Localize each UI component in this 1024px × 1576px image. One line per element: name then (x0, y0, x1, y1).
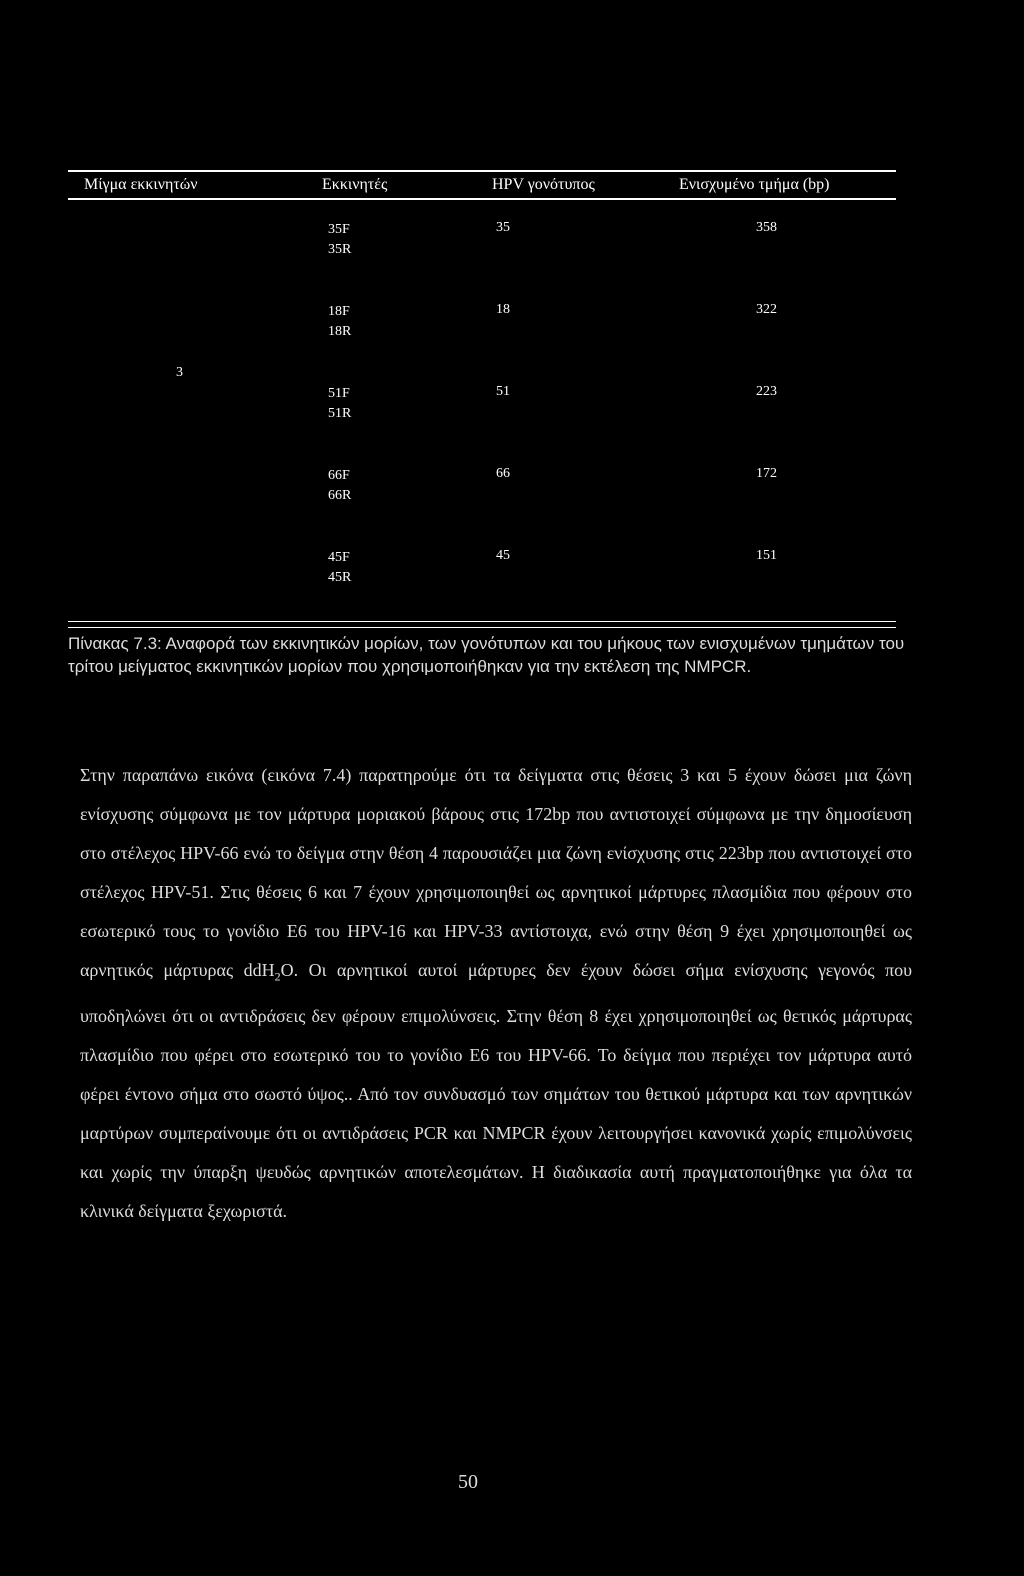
table-body (68, 200, 896, 600)
table-row (68, 302, 896, 342)
bp-cell: 172 (756, 466, 777, 481)
table-row (68, 548, 896, 588)
subscript: 2 (274, 969, 281, 984)
primer-pair: 45F 45R (328, 550, 352, 585)
primer-table (68, 170, 896, 600)
table-bottom-rule-2 (68, 627, 896, 628)
primer-pair: 51F 51R (328, 386, 352, 421)
primer-pair: 35F 35R (328, 222, 352, 257)
paragraph-part-1: Στην παραπάνω εικόνα (εικόνα 7.4) παρατηρούμε ότι τα δείγματα στις θέσεις 3 και 5 έχουν δώσει μια ζώνη ενίσχυσης σύμφωνα με τον μάρτυρα μοριακού βάρους στις 172bp που αντιστοιχεί σύμφωνα με την δημοσίευση στο στέλεχος HPV-66 ενώ το δείγμα στην θέση 4 παρουσιάζει μια ζώνη ενίσχυσης στις 223bp που αντιστοιχεί στο στέλεχος HPV-51. Στις θέσεις 6 και 7 έχουν χρησιμοποιηθεί ως αρνητικοί μάρτυρες πλασμίδια που φέρουν στο εσωτερικό τους το γονίδιο E6 του HPV-16 και HPV-33 αντίστοιχα, ενώ στην θέση 9 έχει χρησιμοποιηθεί ως αρνητικός μάρτυρας ddH (80, 765, 912, 980)
bp-cell: 322 (756, 302, 777, 317)
header-mix: Μίγμα εκκινητών (84, 176, 198, 193)
table-caption: Πίνακας 7.3: Αναφορά των εκκινητικών μορίων, των γονότυπων και του μήκους των ενισχυμένων τμημάτων του τρίτου μείγματος εκκινητικών μορίων που χρησιμοποιήθηκαν για την εκτέλεση της NMPCR. (68, 634, 905, 676)
table-header (68, 172, 896, 198)
table-row (68, 466, 896, 506)
genotype-cell: 66 (496, 466, 510, 481)
header-amplicon: Ενισχυμένο τμήμα (bp) (679, 176, 830, 193)
paragraph-part-2: O. Οι αρνητικοί αυτοί μάρτυρες δεν έχουν δώσει σήμα ενίσχυσης γεγονός που υποδηλώνει ότι οι αντιδράσεις δεν φέρουν επιμολύνσεις. Στην θέση 8 έχει χρησιμοποιηθεί ως θετικός μάρτυρας πλασμίδιο που φέρει στο εσωτερικό του το γονίδιο E6 του HPV-66. Το δείγμα που περιέχει τον μάρτυρα αυτό φέρει έντονο σήμα στο σωστό ύψος.. Από τον συνδυασμό των σημάτων του θετικού μάρτυρα και των αρνητικών μαρτύρων συμπεραίνουμε ότι οι αντιδράσεις PCR και NMPCR έχουν λειτουργήσει κανονικά χωρίς επιμολύνσεις και χωρίς την ύπαρξη ψευδώς αρνητικών αποτελεσμάτων. Η διαδικασία αυτή πραγματοποιήθηκε για όλα τα κλινικά δείγματα ξεχωριστά. (80, 960, 912, 1221)
genotype-cell: 35 (496, 220, 510, 235)
table-row (68, 384, 896, 424)
bp-cell: 358 (756, 220, 777, 235)
primer-pair: 66F 66R (328, 468, 352, 503)
genotype-cell: 45 (496, 548, 510, 563)
body-paragraph (80, 756, 912, 1231)
primer-pair: 18F 18R (328, 304, 352, 339)
header-genotype: HPV γονότυπος (492, 176, 595, 193)
genotype-cell: 51 (496, 384, 510, 399)
bp-cell: 223 (756, 384, 777, 399)
page-number: 50 (458, 1471, 478, 1493)
mix-number: 3 (176, 365, 183, 380)
table-bottom-rule (68, 621, 896, 622)
bp-cell: 151 (756, 548, 777, 563)
header-primers: Εκκινητές (322, 176, 388, 193)
genotype-cell: 18 (496, 302, 510, 317)
table-row (68, 220, 896, 260)
